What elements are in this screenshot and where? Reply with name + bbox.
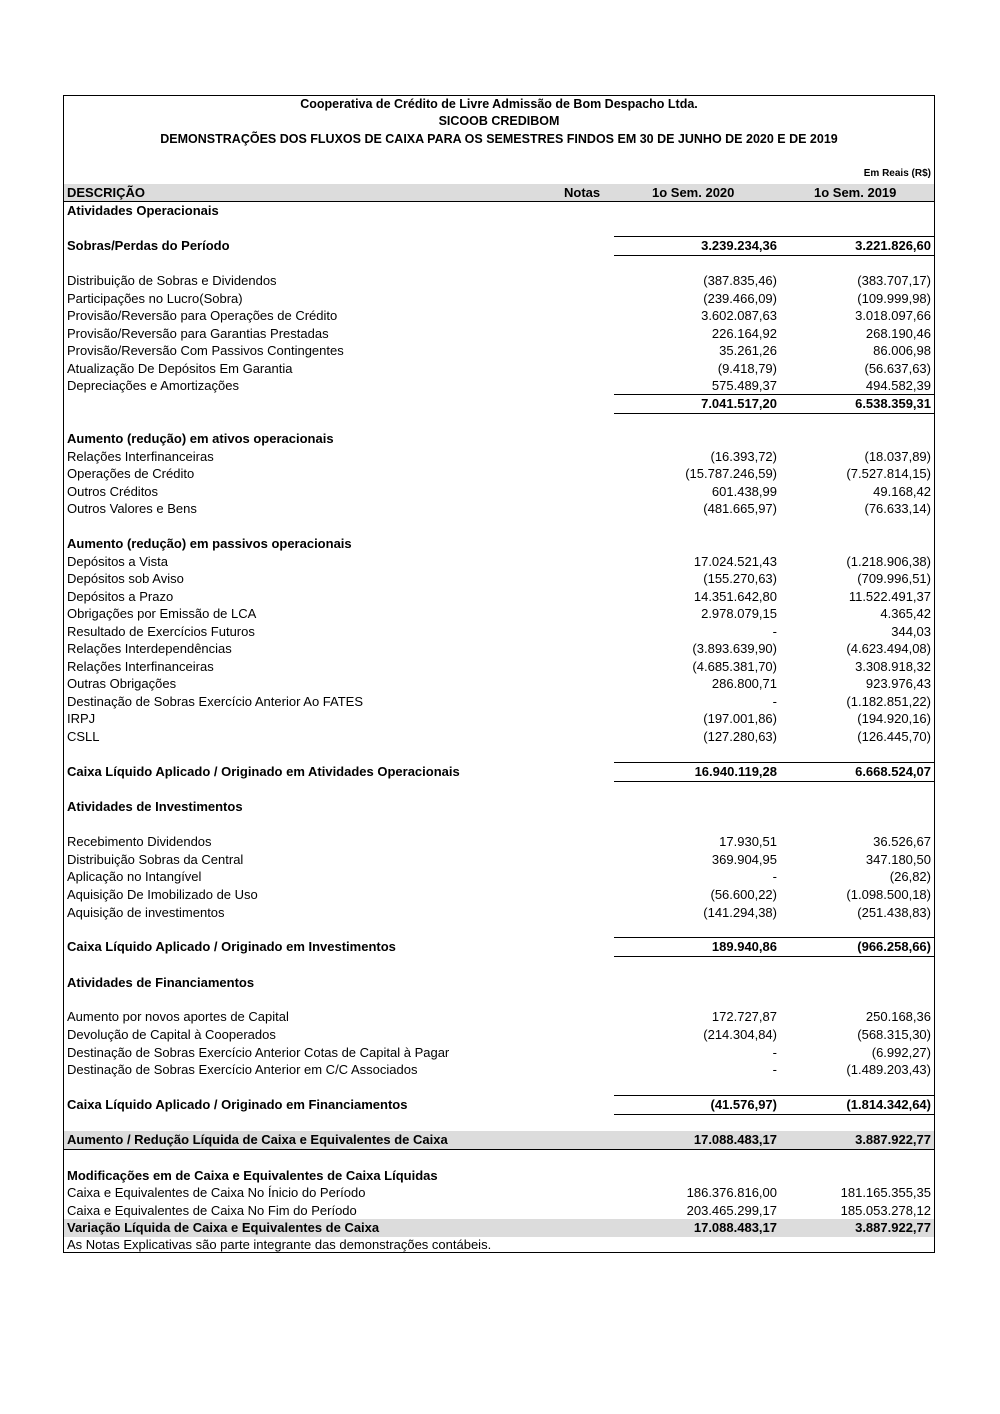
row-value-2020: (4.685.381,70) <box>692 659 777 674</box>
cash-flow-statement <box>63 95 935 1253</box>
row-description: Provisão/Reversão para Garantias Prestadas <box>67 326 329 341</box>
row-value-2020: 2.978.079,15 <box>701 606 777 621</box>
table-row <box>64 693 934 711</box>
table-row <box>64 1096 934 1114</box>
row-value-2020: 17.930,51 <box>719 834 777 849</box>
row-value-2020: 203.465.299,17 <box>686 1203 777 1218</box>
row-description: Caixa Líquido Aplicado / Originado em Investimentos <box>67 939 396 954</box>
row-description: Depósitos a Prazo <box>67 589 174 604</box>
row-description: Atividades de Financiamentos <box>67 975 255 990</box>
row-value-2020: - <box>772 694 777 709</box>
table-row <box>64 974 934 992</box>
table-row <box>64 1219 934 1237</box>
table-row <box>64 1044 934 1062</box>
row-description: Depreciações e Amortizações <box>67 378 239 393</box>
row-value-2019: 268.190,46 <box>865 326 931 341</box>
row-description: Depósitos a Vista <box>67 554 168 569</box>
row-value-2020: (481.665,97) <box>703 501 777 516</box>
row-description: Relações Interfinanceiras <box>67 449 214 464</box>
table-row <box>64 710 934 728</box>
company-name: Cooperativa de Crédito de Livre Admissão de Bom Despacho Ltda. <box>300 97 698 111</box>
row-value-2019: 86.006,98 <box>873 343 931 358</box>
row-value-2020: 17.088.483,17 <box>693 1132 777 1147</box>
row-description: Aplicação no Intangível <box>67 869 202 884</box>
row-value-2019: (966.258,66) <box>857 939 931 954</box>
row-value-2020: (155.270,63) <box>703 571 777 586</box>
row-description: Destinação de Sobras Exercício Anterior Ao FATES <box>67 694 364 709</box>
table-row <box>64 342 934 360</box>
row-value-2020: (9.418,79) <box>717 361 777 376</box>
row-description: Caixa e Equivalentes de Caixa No Fim do Período <box>67 1203 357 1218</box>
column-header-row <box>64 184 934 202</box>
row-value-2020: 226.164,92 <box>711 326 777 341</box>
row-value-2019: 494.582,39 <box>865 378 931 393</box>
row-value-2020: 35.261,26 <box>719 343 777 358</box>
row-value-2019: 3.887.922,77 <box>855 1132 931 1147</box>
table-row <box>64 325 934 343</box>
table-row <box>64 377 934 395</box>
row-description: Modificações em de Caixa e Equivalentes de Caixa Líquidas <box>67 1168 438 1183</box>
table-row <box>64 1061 934 1079</box>
row-description: Destinação de Sobras Exercício Anterior Cotas de Capital à Pagar <box>67 1045 450 1060</box>
row-description: Distribuição Sobras da Central <box>67 852 244 867</box>
row-description: Relações Interfinanceiras <box>67 659 214 674</box>
row-value-2019: 344,03 <box>891 624 931 639</box>
row-value-2019: (4.623.494,08) <box>846 641 931 656</box>
table-row <box>64 938 934 956</box>
table-row <box>64 868 934 886</box>
row-value-2020: 601.438,99 <box>711 484 777 499</box>
row-value-2019: (109.999,98) <box>857 291 931 306</box>
row-description: Atividades de Investimentos <box>67 799 243 814</box>
row-value-2019: (56.637,63) <box>864 361 931 376</box>
table-row <box>64 763 934 781</box>
row-description: Operações de Crédito <box>67 466 195 481</box>
row-value-2020: 189.940,86 <box>711 939 777 954</box>
row-value-2020: 369.904,95 <box>711 852 777 867</box>
row-value-2020: (214.304,84) <box>703 1027 777 1042</box>
row-description: Depósitos sob Aviso <box>67 571 184 586</box>
row-value-2019: (26,82) <box>889 869 931 884</box>
row-description: Aumento (redução) em passivos operacionais <box>67 536 352 551</box>
col-2019: 1o Sem. 2019 <box>814 185 897 200</box>
row-value-2020: 186.376.816,00 <box>686 1185 777 1200</box>
row-value-2020: 16.940.119,28 <box>694 764 777 779</box>
row-value-2020: (387.835,46) <box>703 273 777 288</box>
row-description: Resultado de Exercícios Futuros <box>67 624 255 639</box>
row-value-2019: (7.527.814,15) <box>846 466 931 481</box>
table-row <box>64 202 934 220</box>
row-description: Participações no Lucro(Sobra) <box>67 291 243 306</box>
row-value-2019: (1.218.906,38) <box>846 554 931 569</box>
row-value-2020: (239.466,09) <box>703 291 777 306</box>
table-row <box>64 290 934 308</box>
table-row <box>64 1184 934 1202</box>
table-row <box>64 395 934 413</box>
table-row <box>64 1131 934 1150</box>
row-value-2019: 6.668.524,07 <box>855 764 931 779</box>
row-description: Devolução de Capital à Cooperados <box>67 1027 276 1042</box>
row-value-2019: 36.526,67 <box>873 834 931 849</box>
row-value-2020: (56.600,22) <box>710 887 777 902</box>
row-value-2019: (6.992,27) <box>871 1045 931 1060</box>
table-row <box>64 483 934 501</box>
table-row <box>64 640 934 658</box>
footer-note <box>64 1236 934 1254</box>
row-description: Relações Interdependências <box>67 641 232 656</box>
row-description: Outras Obrigações <box>67 676 177 691</box>
table-row <box>64 360 934 378</box>
row-description: Sobras/Perdas do Período <box>67 238 230 253</box>
row-value-2020: - <box>772 869 777 884</box>
row-description: Aumento (redução) em ativos operacionais <box>67 431 334 446</box>
table-row <box>64 553 934 571</box>
table-row <box>64 535 934 553</box>
table-row <box>64 675 934 693</box>
row-value-2019: 185.053.278,12 <box>840 1203 931 1218</box>
row-value-2019: (1.814.342,64) <box>846 1097 931 1112</box>
table-row <box>64 1008 934 1026</box>
table-row <box>64 570 934 588</box>
row-value-2019: 6.538.359,31 <box>855 396 931 411</box>
row-value-2019: (383.707,17) <box>857 273 931 288</box>
row-value-2020: (41.576,97) <box>710 1097 777 1112</box>
row-description: Destinação de Sobras Exercício Anterior em C/C Associados <box>67 1062 418 1077</box>
row-value-2019: 347.180,50 <box>865 852 931 867</box>
row-value-2020: 14.351.642,80 <box>693 589 777 604</box>
row-description: Aquisição de investimentos <box>67 905 225 920</box>
row-value-2019: (709.996,51) <box>857 571 931 586</box>
row-value-2020: 7.041.517,20 <box>701 396 777 411</box>
row-value-2020: (16.393,72) <box>710 449 777 464</box>
row-value-2020: - <box>772 1045 777 1060</box>
table-row <box>64 465 934 483</box>
table-row <box>64 237 934 255</box>
row-description: Recebimento Dividendos <box>67 834 212 849</box>
table-row <box>64 272 934 290</box>
row-description: Aumento / Redução Líquida de Caixa e Equivalentes de Caixa <box>67 1132 448 1147</box>
row-value-2020: (3.893.639,90) <box>692 641 777 656</box>
row-description: Caixa Líquido Aplicado / Originado em Financiamentos <box>67 1097 408 1112</box>
table-row <box>64 1167 934 1185</box>
row-value-2019: (126.445,70) <box>857 729 931 744</box>
row-description: Atualização De Depósitos Em Garantia <box>67 361 293 376</box>
table-row <box>64 886 934 904</box>
row-description: IRPJ <box>67 711 96 726</box>
currency-unit: Em Reais (R$) <box>863 168 931 179</box>
row-value-2019: (194.920,16) <box>857 711 931 726</box>
row-description: Outros Valores e Bens <box>67 501 197 516</box>
row-description: Distribuição de Sobras e Dividendos <box>67 273 277 288</box>
footer-note-text: As Notas Explicativas são parte integrante das demonstrações contábeis. <box>67 1237 492 1252</box>
col-description: DESCRIÇÃO <box>67 185 146 200</box>
row-value-2019: 4.365,42 <box>880 606 931 621</box>
row-value-2020: 3.602.087,63 <box>701 308 777 323</box>
row-value-2020: 17.088.483,17 <box>693 1220 777 1235</box>
table-row <box>64 588 934 606</box>
table-row <box>64 307 934 325</box>
table-row <box>64 605 934 623</box>
row-value-2020: (127.280,63) <box>703 729 777 744</box>
row-description: Aquisição De Imobilizado de Uso <box>67 887 258 902</box>
row-value-2019: (251.438,83) <box>857 905 931 920</box>
table-row <box>64 1202 934 1220</box>
row-value-2019: 49.168,42 <box>873 484 931 499</box>
row-description: Caixa Líquido Aplicado / Originado em Atividades Operacionais <box>67 764 460 779</box>
brand-name: SICOOB CREDIBOM <box>438 114 560 128</box>
row-description: Variação Líquida de Caixa e Equivalentes de Caixa <box>67 1220 380 1235</box>
row-value-2019: (1.489.203,43) <box>846 1062 931 1077</box>
table-row <box>64 1026 934 1044</box>
table-row <box>64 728 934 746</box>
statement-title: DEMONSTRAÇÕES DOS FLUXOS DE CAIXA PARA OS SEMESTRES FINDOS EM 30 DE JUNHO DE 2020 E DE 2019 <box>160 132 838 146</box>
row-value-2019: 3.308.918,32 <box>855 659 931 674</box>
row-value-2020: 172.727,87 <box>711 1009 777 1024</box>
table-row <box>64 500 934 518</box>
row-value-2020: (197.001,86) <box>703 711 777 726</box>
row-value-2019: (76.633,14) <box>864 501 931 516</box>
row-value-2020: 286.800,71 <box>711 676 777 691</box>
col-2020: 1o Sem. 2020 <box>652 185 735 200</box>
table-row <box>64 448 934 466</box>
row-value-2019: 923.976,43 <box>865 676 931 691</box>
col-notes: Notas <box>564 185 601 200</box>
row-value-2019: 3.221.826,60 <box>855 238 931 253</box>
row-value-2020: 3.239.234,36 <box>701 238 777 253</box>
row-value-2020: 575.489,37 <box>711 378 777 393</box>
row-description: CSLL <box>67 729 100 744</box>
row-description: Outros Créditos <box>67 484 159 499</box>
row-description: Caixa e Equivalentes de Caixa No Ínicio do Período <box>67 1185 366 1200</box>
row-value-2020: (141.294,38) <box>703 905 777 920</box>
row-description: Aumento por novos aportes de Capital <box>67 1009 289 1024</box>
row-value-2019: 11.522.491,37 <box>848 589 931 604</box>
row-value-2019: 181.165.355,35 <box>840 1185 931 1200</box>
table-row <box>64 430 934 448</box>
row-description: Provisão/Reversão para Operações de Crédito <box>67 308 338 323</box>
row-value-2020: - <box>772 624 777 639</box>
table-row <box>64 798 934 816</box>
table-row <box>64 833 934 851</box>
row-value-2019: (1.098.500,18) <box>846 887 931 902</box>
table-row <box>64 904 934 922</box>
row-value-2019: (568.315,30) <box>857 1027 931 1042</box>
row-value-2020: - <box>772 1062 777 1077</box>
row-value-2020: 17.024.521,43 <box>693 554 777 569</box>
row-description: Provisão/Reversão Com Passivos Contingentes <box>67 343 344 358</box>
row-value-2019: 250.168,36 <box>865 1009 931 1024</box>
row-value-2019: 3.018.097,66 <box>855 308 931 323</box>
table-row <box>64 623 934 641</box>
row-value-2020: (15.787.246,59) <box>685 466 777 481</box>
table-row <box>64 851 934 869</box>
row-value-2019: 3.887.922,77 <box>855 1220 931 1235</box>
row-description: Obrigações por Emissão de LCA <box>67 606 257 621</box>
row-description: Atividades Operacionais <box>67 203 219 218</box>
row-value-2019: (18.037,89) <box>864 449 931 464</box>
table-row <box>64 658 934 676</box>
row-value-2019: (1.182.851,22) <box>846 694 931 709</box>
